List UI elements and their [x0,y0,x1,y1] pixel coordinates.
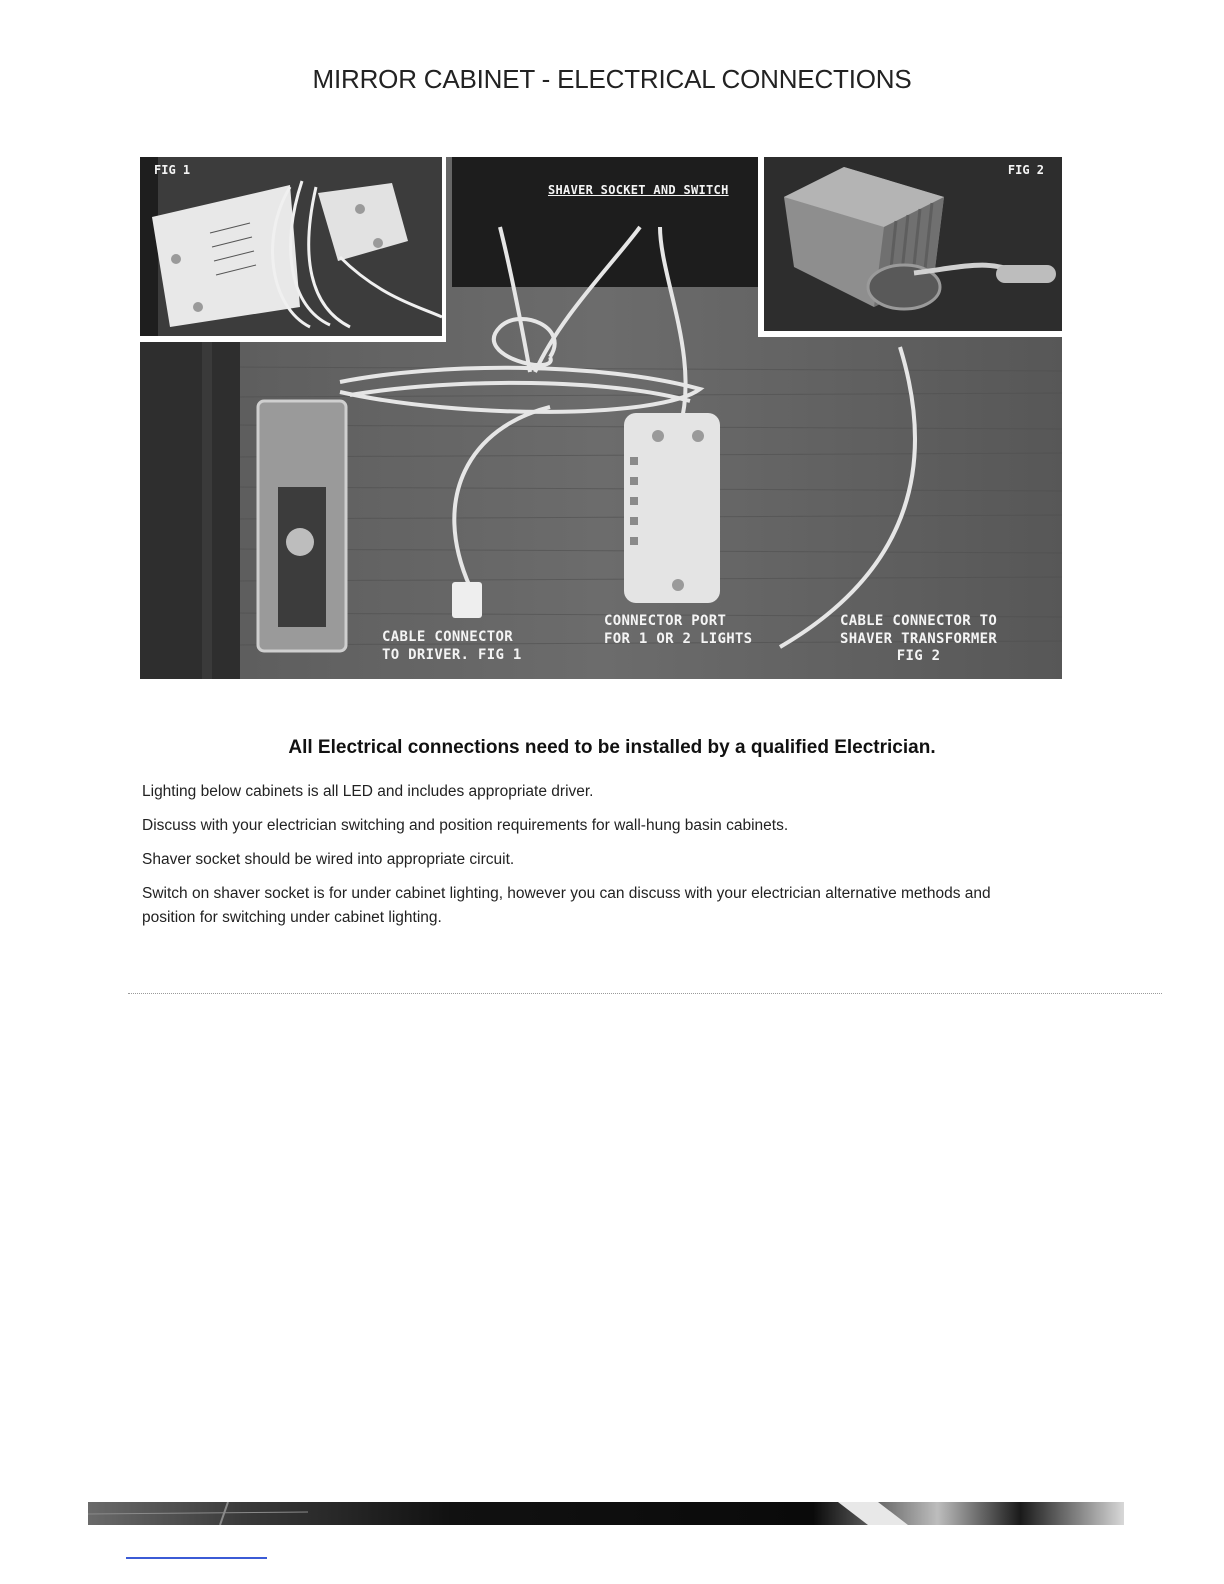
paragraph-led-lighting: Lighting below cabinets is all LED and includes appropriate driver. [142,783,594,800]
caption-shaver-transformer: CABLE CONNECTOR TO SHAVER TRANSFORMER FIG 2 [840,613,998,664]
section-divider [128,993,1162,994]
caption-connector-port: CONNECTOR PORT FOR 1 OR 2 LIGHTS [604,613,753,647]
led-driver-image [140,157,442,336]
caption-shaver-socket: SHAVER SOCKET AND SWITCH [548,183,729,197]
paragraph-switch-on-socket: Switch on shaver socket is for under cabinet lighting, however you can discuss with your electrician alternative methods and position for switching under cabinet lighting. [142,885,991,926]
electrician-notice: All Electrical connections need to be installed by a qualified Electrician. [288,737,936,758]
fig-1-label: FIG 1 [154,163,191,177]
fig-2-label: FIG 2 [1007,163,1044,177]
footer-link-underline[interactable] [126,1557,267,1559]
shaver-transformer-image [764,157,1062,331]
fig-2-inset [758,157,1062,337]
paragraph-shaver-socket: Shaver socket should be wired into appropriate circuit. [142,851,515,868]
footer-photo [88,1502,1124,1525]
footer-image-strip [88,1502,1124,1525]
fig-1-inset [140,157,446,342]
caption-cable-connector-driver: CABLE CONNECTOR TO DRIVER. FIG 1 [382,629,522,663]
page-title: MIRROR CABINET - ELECTRICAL CONNECTIONS [312,64,912,94]
electrical-connections-photo [140,157,1062,679]
paragraph-switching-discussion: Discuss with your electrician switching and position requirements for wall-hung basin cabinets. [142,817,789,834]
